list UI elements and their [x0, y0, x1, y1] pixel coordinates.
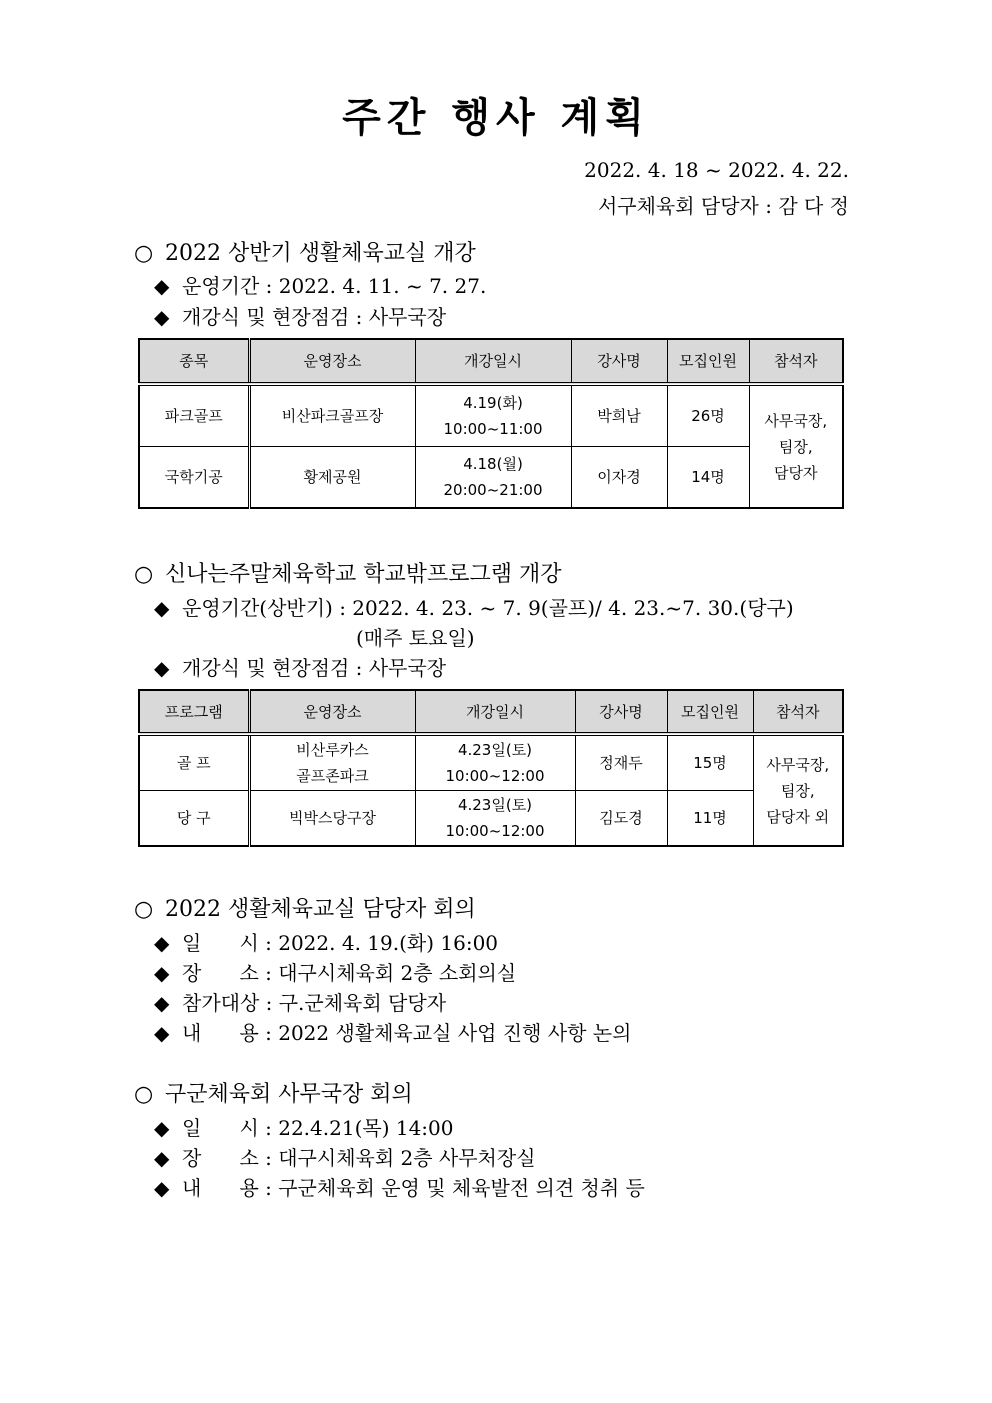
black-diamond-icon: ◆	[154, 931, 170, 955]
section-heading: ○ 2022 상반기 생활체육교실 개강	[134, 241, 476, 266]
white-circle-icon: ○	[134, 562, 154, 587]
section-heading: ○ 2022 생활체육교실 담당자 회의	[134, 897, 476, 922]
table-header: 프로그램	[139, 690, 249, 734]
table-header: 운영장소	[249, 339, 415, 384]
table-header: 개강일시	[415, 690, 575, 734]
bullet-item: ◆ 내 용 : 구군체육회 운영 및 체육발전 의견 청취 등	[154, 1176, 645, 1200]
table-header: 운영장소	[249, 690, 415, 734]
table-header: 개강일시	[415, 339, 571, 384]
bullet-item: ◆ 일 시 : 2022. 4. 19.(화) 16:00	[154, 931, 499, 955]
table-header: 참석자	[749, 339, 843, 384]
bullet-item: ◆ 운영기간(상반기) : 2022. 4. 23. ~ 7. 9(골프)/ 4. 23.~7. 30.(당구)	[154, 596, 794, 620]
bullet-item: ◆ 장 소 : 대구시체육회 2층 소회의실	[154, 961, 517, 985]
attendees-cell: 사무국장, 팀장, 담당자 외	[753, 734, 843, 846]
table-row: 국학기공 황제공원 4.18(월) 20:00~21:00 이자경 14명	[139, 446, 843, 508]
white-circle-icon: ○	[134, 241, 154, 266]
bullet-continuation: (매주 토요일)	[356, 626, 475, 650]
black-diamond-icon: ◆	[154, 656, 170, 680]
table-row: 골 프 비산루카스 골프존파크 4.23일(토) 10:00~12:00 정재두 15명 사무국장, 팀장, 담당자 외	[139, 734, 843, 790]
bullet-item: ◆ 일 시 : 22.4.21(목) 14:00	[154, 1116, 454, 1140]
black-diamond-icon: ◆	[154, 1176, 170, 1200]
table-header: 종목	[139, 339, 249, 384]
table-header: 모집인원	[667, 690, 753, 734]
bullet-item: ◆ 개강식 및 현장점검 : 사무국장	[154, 656, 447, 680]
section-heading: ○ 신나는주말체육학교 학교밖프로그램 개강	[134, 562, 562, 587]
event-period: 2022. 4. 18 ~ 2022. 4. 22.	[584, 158, 849, 182]
table-row: 당 구 빅박스당구장 4.23일(토) 10:00~12:00 김도경 11명	[139, 790, 843, 846]
document-title: 주간 행사 계획	[342, 95, 650, 141]
black-diamond-icon: ◆	[154, 274, 170, 298]
black-diamond-icon: ◆	[154, 305, 170, 329]
white-circle-icon: ○	[134, 897, 154, 922]
manager-info: 서구체육회 담당자 : 감 다 정	[597, 194, 849, 218]
bullet-item: ◆ 개강식 및 현장점검 : 사무국장	[154, 305, 447, 329]
black-diamond-icon: ◆	[154, 991, 170, 1015]
black-diamond-icon: ◆	[154, 1021, 170, 1045]
black-diamond-icon: ◆	[154, 961, 170, 985]
program-schedule-table	[138, 689, 844, 847]
bullet-item: ◆ 내 용 : 2022 생활체육교실 사업 진행 사항 논의	[154, 1021, 632, 1045]
table-header: 강사명	[575, 690, 667, 734]
bullet-item: ◆ 참가대상 : 구.군체육회 담당자	[154, 991, 447, 1015]
table-header: 모집인원	[667, 339, 749, 384]
table-row: 파크골프 비산파크골프장 4.19(화) 10:00~11:00 박희남 26명 사무국장, 팀장, 담당자	[139, 384, 843, 446]
table-header: 참석자	[753, 690, 843, 734]
section-heading: ○ 구군체육회 사무국장 회의	[134, 1082, 413, 1107]
attendees-cell: 사무국장, 팀장, 담당자	[749, 384, 843, 508]
bullet-item: ◆ 장 소 : 대구시체육회 2층 사무처장실	[154, 1146, 536, 1170]
white-circle-icon: ○	[134, 1082, 154, 1107]
black-diamond-icon: ◆	[154, 596, 170, 620]
black-diamond-icon: ◆	[154, 1146, 170, 1170]
bullet-item: ◆ 운영기간 : 2022. 4. 11. ~ 7. 27.	[154, 274, 487, 298]
black-diamond-icon: ◆	[154, 1116, 170, 1140]
table-header: 강사명	[571, 339, 667, 384]
class-schedule-table	[138, 338, 844, 509]
